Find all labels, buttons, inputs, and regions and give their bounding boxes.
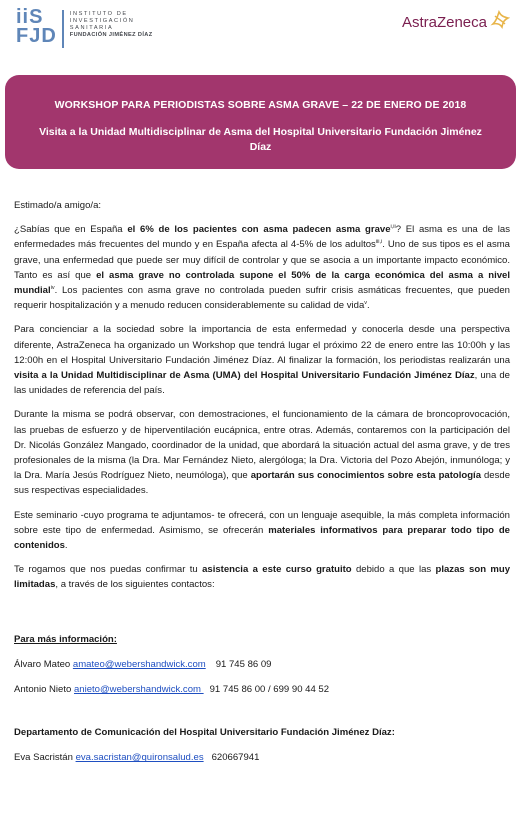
text: , a través de los siguientes contactos: <box>55 579 215 591</box>
bold-text: asistencia a este curso gratuito <box>202 564 352 576</box>
footnote-ref: v <box>364 300 368 307</box>
astrazeneca-wordmark: AstraZeneca <box>401 14 487 31</box>
text: ? El asma es una de las enfermedades más frecuentes del mundo y en España afecta al 4-5% de los adultos <box>14 224 510 251</box>
footnote-ref: iii,i <box>375 239 383 246</box>
iis-line1: INSTITUTO DE <box>69 11 128 17</box>
paragraph-3 <box>14 407 510 498</box>
hospital-contact-row <box>14 750 510 765</box>
text: ¿Sabías que en España <box>14 224 128 236</box>
iis-fjd-logo <box>16 8 153 48</box>
contact-phone: 620667941 <box>211 752 260 764</box>
paragraph-2 <box>14 322 510 398</box>
contact-name: Álvaro Mateo <box>14 658 73 670</box>
iis-line3: SANITARIA <box>69 25 114 31</box>
banner-title: WORKSHOP PARA PERIODISTAS SOBRE ASMA GRAVE – 22 DE ENERO DE 2018 <box>54 99 467 111</box>
greeting: Estimado/a amigo/a: <box>14 200 102 211</box>
banner-subtitle: Visita a la Unidad Multidisciplinar de Asma del Hospital Universitario Fundación Jiménez Díaz <box>39 126 482 153</box>
astrazeneca-symbol-icon <box>488 10 510 32</box>
contact-email-link[interactable]: eva.sacristan@quironsalud.es <box>75 752 204 764</box>
letter-body <box>14 198 510 766</box>
astrazeneca-logo <box>402 14 487 31</box>
bold-text: materiales informativos para preparar todo tipo de contenidos <box>14 524 510 552</box>
contact-row <box>14 682 510 697</box>
hospital-contact-heading: Departamento de Comunicación del Hospital Universitario Fundación Jiménez Díaz: <box>14 727 395 739</box>
contact-phone: 91 745 86 00 / 699 90 44 52 <box>209 684 330 696</box>
text: . Uno de sus tipos es el asma grave, una enfermedad que puede ser muy difícil de controlar y que se asocia a un importante impacto económico. Tanto es así que <box>14 239 510 281</box>
iis-fjd-mark <box>16 8 57 46</box>
paragraph-1 <box>14 222 510 313</box>
text: debido a que las <box>351 564 436 576</box>
paragraph-5 <box>14 562 510 592</box>
iis-line2: INVESTIGACIÓN <box>69 18 135 24</box>
bold-text: aportarán sus conocimientos sobre esta patología <box>250 470 482 482</box>
contact-email-link[interactable]: anieto@webershandwick.com <box>73 684 204 696</box>
contact-name: Antonio Nieto <box>14 684 74 696</box>
contacts-heading: Para más información: <box>14 633 117 645</box>
text: . <box>64 540 68 552</box>
iis-mark-line2: FJD <box>16 25 57 47</box>
logo-divider <box>62 10 64 48</box>
text: Para concienciar a la sociedad sobre la importancia de esta enfermedad y conocerla desde una perspectiva diferente, AstraZeneca ha organizado un Workshop que tendrá lugar el próximo 22 de enero entre las 10:00h y las 12:00h en el Hospital Universitario Fundación Jiménez Díaz. Al finalizar la formación, los periodistas realizarán una <box>14 324 510 366</box>
text: . <box>367 300 370 312</box>
iis-line4: FUNDACIÓN JIMÉNEZ DÍAZ <box>69 32 153 38</box>
text: Te rogamos que nos puedas confirmar tu <box>14 564 203 576</box>
bold-text: el asma grave no controlada supone el 50% de la carga económica del asma a nivel mundial <box>14 269 510 297</box>
text: Durante la misma se podrá observar, con demostraciones, el funcionamiento de la cámara de broncoprovocación, las pruebas de esfuerzo y de hiperventilación eucápnica, entre otras. Además, contaremos con la participación del Dr. Nicolás González Mangado, coordinador de la unidad, que abordará la situación actual del asma grave, y de tres profesionales de la misma (la Dra. Mar Fernández Nieto, alergóloga; la Dra. Victoria del Pozo Abejón, inmunóloga; y la Dra. María Jesús Rodríguez Nieto, neumóloga), que <box>14 409 510 482</box>
bold-text: plazas son muy limitadas <box>14 564 511 591</box>
text: , una de las unidades de referencia del país. <box>14 370 510 397</box>
footnote-ref: iv <box>50 284 55 291</box>
bold-text: visita a la Unidad Multidisciplinar de Asma (UMA) del Hospital Universitario Fundación Jiménez Díaz <box>14 370 475 382</box>
contact-row <box>14 657 510 672</box>
contact-phone: 91 745 86 09 <box>215 658 272 670</box>
iis-mark-line1: iiS <box>16 6 44 28</box>
text: Este seminario -cuyo programa te adjuntamos- te ofrecerá, con un lenguaje asequible, la más completa información sobre este tipo de enfermedad. Asimismo, se ofrecerán <box>14 509 510 536</box>
event-banner <box>5 75 516 169</box>
contact-email-link[interactable]: amateo@webershandwick.com <box>72 658 206 670</box>
contact-name: Eva Sacristán <box>14 752 76 764</box>
text: desde sus respectivas especialidades. <box>14 470 511 497</box>
text: . Los pacientes con asma grave no controlada pueden sufrir crisis asmáticas frecuentes, que pueden requerir hospitalización y a menudo reducen considerablemente su calidad de vida <box>14 285 510 312</box>
iis-logo-text <box>70 11 153 39</box>
bold-text: el 6% de los pacientes con asma padecen asma grave <box>127 224 391 236</box>
paragraph-4 <box>14 508 510 554</box>
footnote-ref: i,ii <box>390 224 396 231</box>
